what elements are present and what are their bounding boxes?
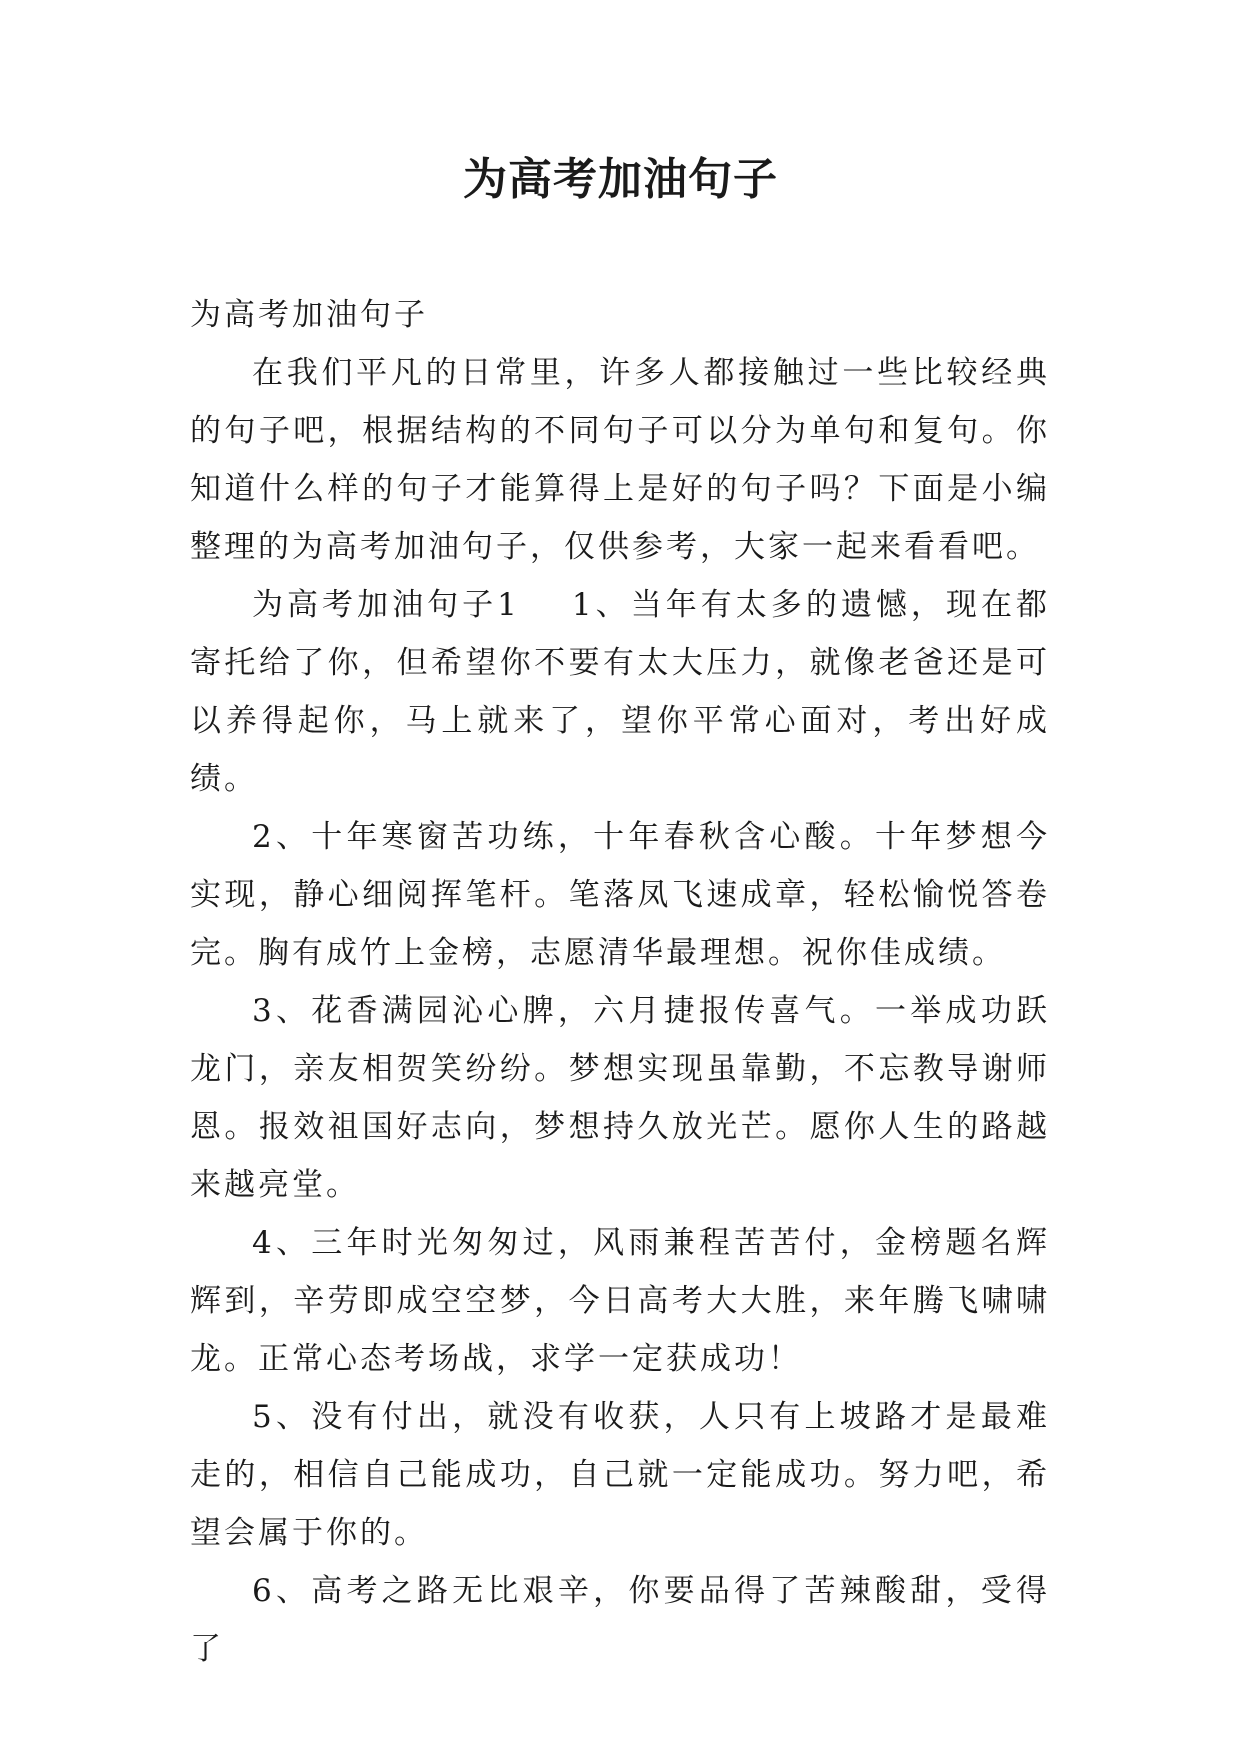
item-2-paragraph: 2、十年寒窗苦功练，十年春秋含心酸。十年梦想今实现，静心细阅挥笔杆。笔落凤飞速成章，轻松愉悦答卷完。胸有成竹上金榜，志愿清华最理想。祝你佳成绩。: [190, 819, 1050, 971]
item-1-text: 1、当年有太多的遗憾，现在都寄托给了你，但希望你不要有太大压力，就像老爸还是可以养得起你，马上就来了，望你平常心面对，考出好成绩。: [190, 587, 1050, 797]
intro-paragraph: 在我们平凡的日常里，许多人都接触过一些比较经典的句子吧，根据结构的不同句子可以分为单句和复句。你知道什么样的句子才能算得上是好的句子吗？下面是小编整理的为高考加油句子，仅供参考，大家一起来看看吧。: [190, 355, 1050, 565]
item-6-paragraph: 6、高考之路无比艰辛，你要品得了苦辣酸甜，受得了: [190, 1573, 1050, 1667]
first-item-paragraph: [190, 576, 1050, 808]
item-4-paragraph: 4、三年时光匆匆过，风雨兼程苦苦付，金榜题名辉辉到，辛劳即成空空梦，今日高考大大胜，来年腾飞啸啸龙。正常心态考场战，求学一定获成功！: [190, 1225, 1050, 1377]
section-heading: 为高考加油句子1: [252, 587, 520, 623]
item-5-paragraph: 5、没有付出，就没有收获，人只有上坡路才是最难走的，相信自己能成功，自己就一定能成功。努力吧，希望会属于你的。: [190, 1399, 1050, 1551]
document-body: [190, 286, 1050, 1678]
document-title: 为高考加油句子: [463, 154, 778, 205]
document-subtitle: 为高考加油句子: [190, 297, 428, 333]
item-3-paragraph: 3、花香满园沁心脾，六月捷报传喜气。一举成功跃龙门，亲友相贺笑纷纷。梦想实现虽靠勤，不忘教导谢师恩。报效祖国好志向，梦想持久放光芒。愿你人生的路越来越亮堂。: [190, 993, 1050, 1203]
